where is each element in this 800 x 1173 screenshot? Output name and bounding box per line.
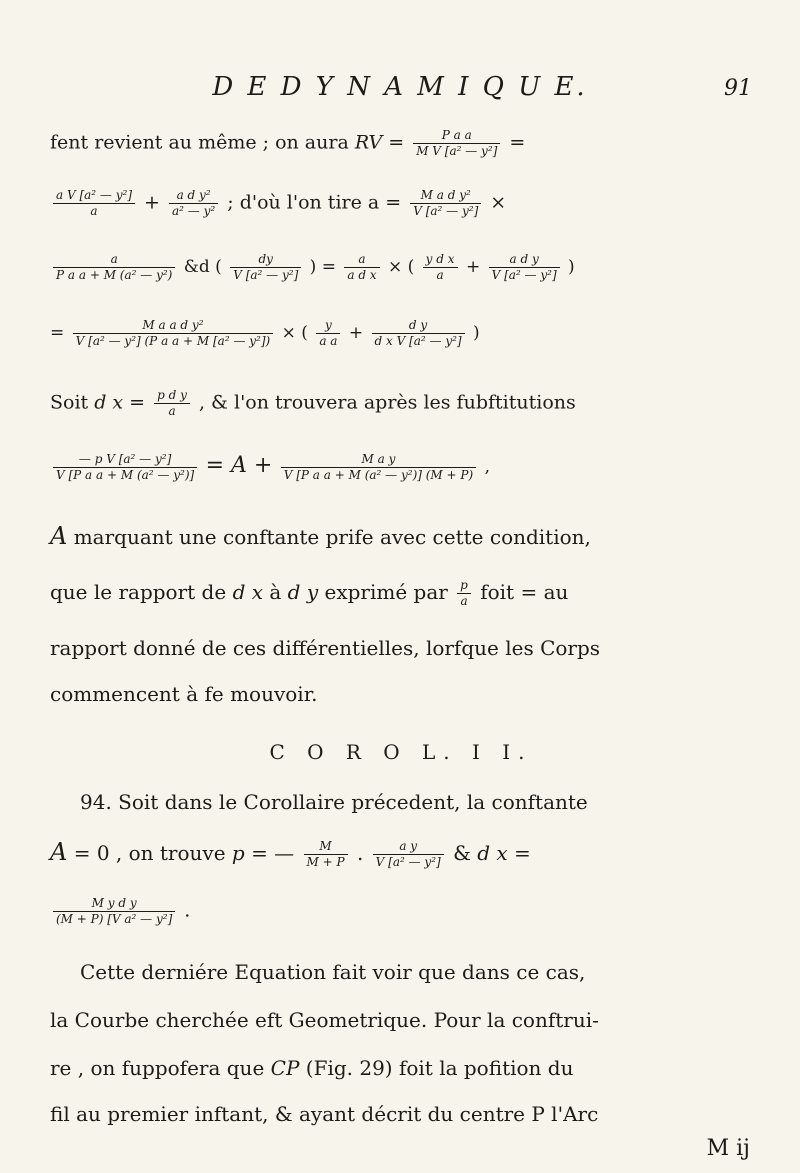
text-line-9: rapport donné de ces différentielles, lorfque les Corps (50, 636, 601, 660)
text: & (453, 841, 478, 865)
fraction: $\frac{\text{M a y}}{\text{V [P a a + M (a² — y²)] (M + P)}}$ (281, 452, 476, 483)
text-line-12: 94. Soit dans le Corollaire précedent, la conftante (80, 790, 588, 814)
fraction: $\frac{a}{\text{P a a + M (a² — y²)}}$ (53, 252, 175, 283)
text-line-13 (50, 838, 752, 870)
text-line-17 (50, 1056, 752, 1080)
equation-line-2 (50, 188, 752, 219)
page-number: 91 (724, 76, 752, 101)
math: A (50, 838, 68, 866)
fraction: $\frac{\text{a d y²}}{\text{a² — y²}}$ (169, 188, 218, 219)
text: foit = au (480, 580, 569, 604)
math: = A + (205, 453, 273, 478)
math: ) (473, 323, 480, 343)
plus: + (348, 323, 364, 343)
text: Soit (50, 391, 95, 414)
math: ) (568, 257, 575, 277)
math: RV = (354, 131, 411, 154)
text-line-5 (50, 388, 752, 419)
fraction: $\frac{M}{M + P}$ (304, 839, 348, 870)
math: p = — (231, 841, 295, 865)
equation-line-14 (50, 896, 752, 927)
text: , & l'on trouvera après les fubftitutions (198, 391, 576, 414)
math: ) = (309, 257, 342, 277)
equals: = (509, 131, 526, 154)
equation-line-6 (50, 452, 752, 483)
text: marquant une conftante prife avec cette condition, (67, 525, 591, 549)
fraction: $\frac{\text{a y}}{\text{V [a² — y²]}}$ (373, 839, 444, 870)
text: ; d'où l'on tire a = (227, 191, 408, 214)
dot: . (356, 841, 364, 865)
text: (Fig. 29) foit la pofition du (299, 1056, 574, 1080)
fraction: $\frac{\text{M a a d y²}}{\text{V [a² — y²] (P a a + M [a² — y²])}}$ (73, 318, 274, 349)
text-line-10: commencent à fe mouvoir. (50, 682, 318, 706)
fraction: $\frac{\text{M y d y}}{\text{(M + P) [V a² — y²]}}$ (53, 896, 175, 927)
section-heading: C O R O L. I I. (269, 740, 533, 764)
math: × ( (281, 323, 308, 343)
text-line-8 (50, 578, 752, 609)
fraction: $\frac{\text{P a a}}{\text{M V [a² — y²]}}$ (413, 128, 500, 159)
equals: = (50, 323, 65, 343)
text: re , on fuppofera que (50, 1056, 271, 1080)
text: exprimé par (318, 580, 455, 604)
text: à (263, 580, 288, 604)
fraction: $\frac{\text{a V [a² — y²]}}{a}$ (53, 188, 135, 219)
math: × ( (387, 257, 415, 277)
fraction: $\frac{\text{— p V [a² — y²]}}{\text{V [P a a + M (a² — y²)]}}$ (53, 452, 197, 483)
signature-mark: M ij (706, 1136, 750, 1161)
running-title: D E D Y N A M I Q U E. (212, 72, 588, 102)
fraction: $\frac{\text{y d x}}{a}$ (423, 252, 458, 283)
plus: + (144, 191, 160, 214)
text-line-7 (50, 522, 752, 550)
plus: + (465, 257, 481, 277)
text: que le rapport de (50, 580, 233, 604)
math: d x (232, 580, 264, 604)
math: CP (270, 1056, 300, 1080)
math: &d ( (183, 257, 222, 277)
text: = 0 , on trouve (67, 841, 232, 865)
equation-line-4 (50, 318, 752, 349)
fraction: $\frac{\text{d y}}{\text{d x V [a² — y²]}}$ (372, 318, 465, 349)
times: × (490, 191, 507, 214)
math: d x = (477, 841, 531, 865)
period: . (184, 899, 191, 922)
text: fent revient au même ; on aura (50, 131, 355, 154)
text-line-18: fil au premier inftant, & ayant décrit du centre P l'Arc (50, 1102, 599, 1126)
math: A (50, 522, 68, 550)
math: d x = (94, 391, 152, 414)
comma: , (484, 457, 490, 477)
text-line-1 (50, 128, 752, 159)
math: d y (287, 580, 319, 604)
fraction: $\frac{\text{M a d y²}}{\text{V [a² — y²]}}$ (410, 188, 481, 219)
fraction: $\frac{dy}{\text{V [a² — y²]}}$ (230, 252, 301, 283)
fraction: $\frac{a}{\text{a d x}}$ (344, 252, 379, 283)
fraction: $\frac{\text{p d y}}{a}$ (154, 388, 190, 419)
fraction: $\frac{\text{a d y}}{\text{V [a² — y²]}}$ (489, 252, 560, 283)
text-line-16: la Courbe cherchée eft Geometrique. Pour la conftrui- (50, 1008, 599, 1032)
equation-line-3 (50, 252, 752, 283)
text-line-15: Cette derniére Equation fait voir que dans ce cas, (80, 960, 586, 984)
fraction: $\frac{y}{\text{a a}}$ (316, 318, 340, 349)
fraction: $\frac{p}{a}$ (457, 578, 471, 609)
